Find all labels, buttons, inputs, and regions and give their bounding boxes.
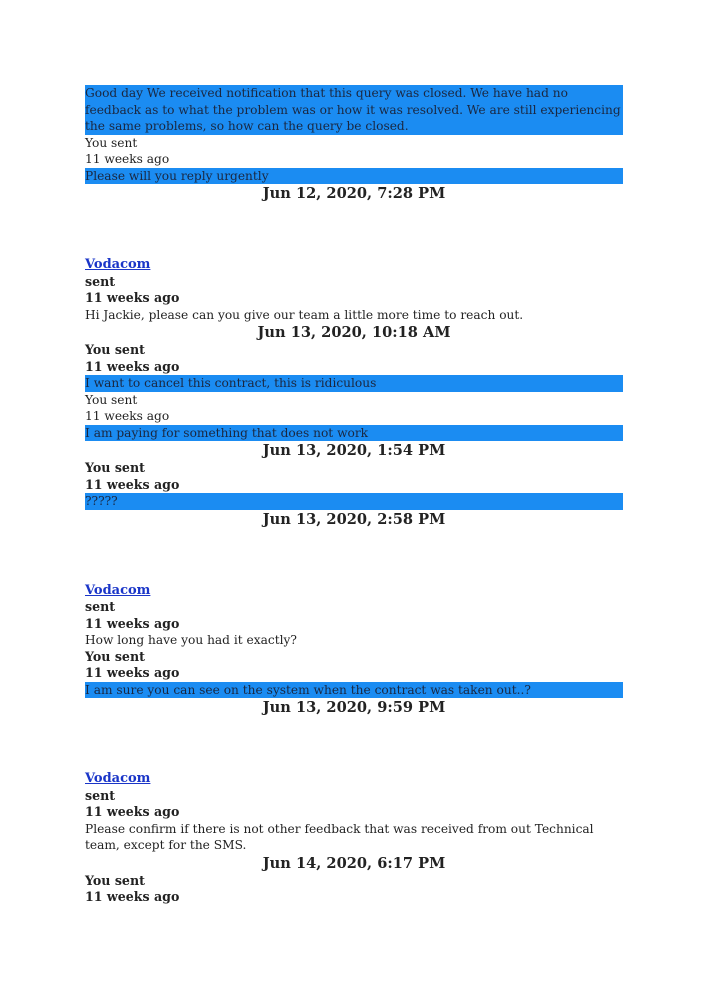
user-message: ????? [85,493,623,510]
date-header: Jun 13, 2020, 9:59 PM [262,699,446,716]
vodacom-link[interactable]: Vodacom [85,582,151,598]
time-ago: 11 weeks ago [85,665,180,680]
sent-label: sent [85,273,116,289]
spacer [85,717,623,767]
sender-label: You sent [85,392,138,407]
sent-label: sent [85,787,116,803]
sender-label: You sent [85,648,145,664]
user-message: I want to cancel this contract, this is ridiculous [85,375,623,392]
conversation-log [85,85,623,906]
date-header: Jun 12, 2020, 7:28 PM [262,185,446,202]
sender-row [85,579,623,600]
time-ago: 11 weeks ago [85,476,180,492]
spacer [85,529,623,579]
sender-label: You sent [85,460,145,475]
sender-label: You sent [85,135,138,150]
date-header: Jun 13, 2020, 1:54 PM [262,442,446,459]
user-message: I am sure you can see on the system when the contract was taken out..? [85,682,623,699]
user-message: Good day We received notification that this query was closed. We have had no feedback as to what the problem was or how it was resolved. We are still experiencing the same problems, so how can the query be closed. [85,85,623,135]
agent-message: Hi Jackie, please can you give our team a little more time to reach out. [85,307,524,322]
sender-label: You sent [85,872,145,888]
agent-message: How long have you had it exactly? [85,633,297,647]
user-message: I am paying for something that does not work [85,425,623,442]
agent-message: Please confirm if there is not other feedback that was received from out Technical team, except for the SMS. [85,821,594,852]
date-header: Jun 14, 2020, 6:17 PM [262,854,446,872]
date-header: Jun 13, 2020, 10:18 AM [257,324,451,341]
time-ago: 11 weeks ago [85,615,180,631]
time-ago: 11 weeks ago [85,889,180,904]
date-header: Jun 13, 2020, 2:58 PM [262,510,446,528]
sender-row [85,253,623,274]
vodacom-link[interactable]: Vodacom [85,771,151,786]
vodacom-link[interactable]: Vodacom [85,257,151,272]
sender-row [85,767,623,788]
time-ago: 11 weeks ago [85,409,170,423]
sent-label: sent [85,599,116,614]
time-ago: 11 weeks ago [85,152,170,166]
time-ago: 11 weeks ago [85,290,180,305]
time-ago: 11 weeks ago [85,358,180,374]
sender-label: You sent [85,342,145,357]
user-message: Please will you reply urgently [85,168,623,185]
spacer [85,203,623,253]
time-ago: 11 weeks ago [85,804,180,819]
